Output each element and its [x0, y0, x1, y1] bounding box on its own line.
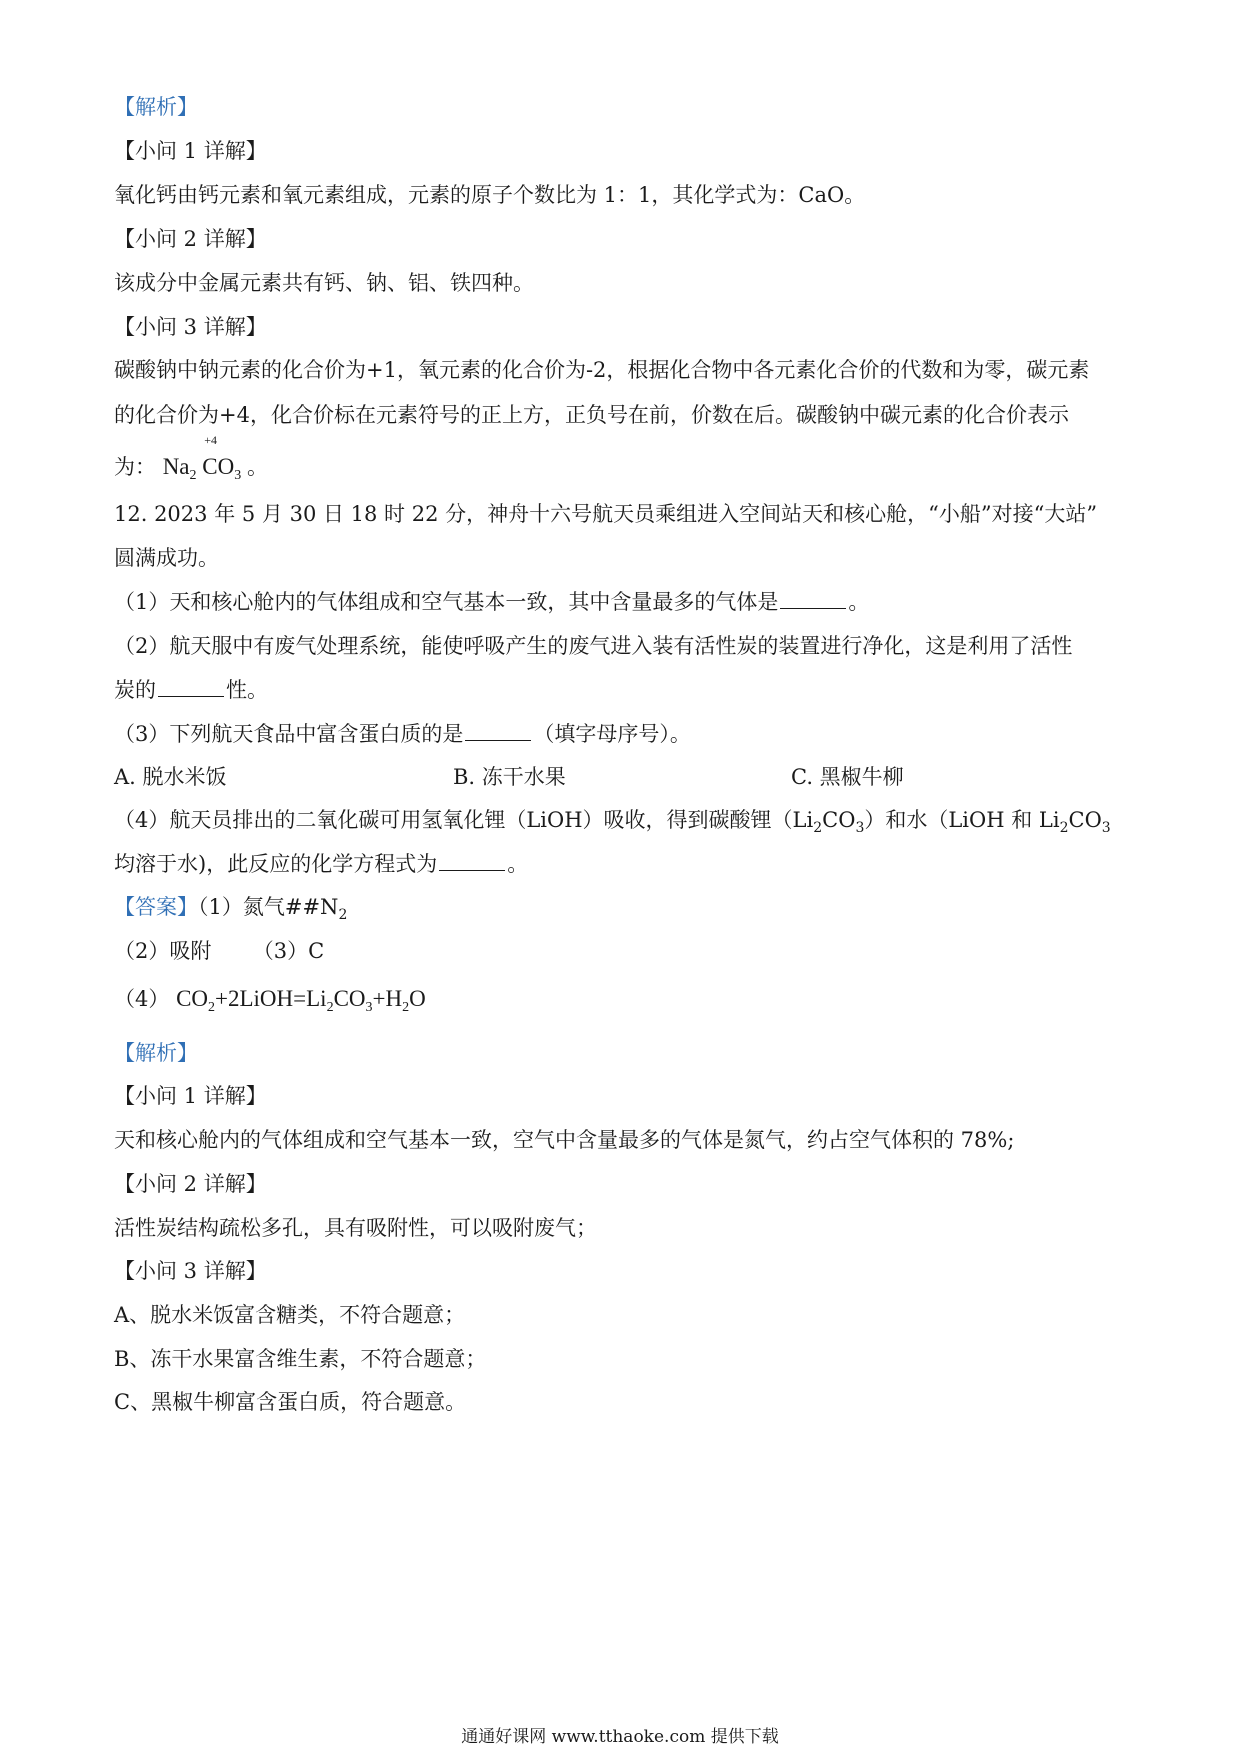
- answer-3: （3）C: [252, 939, 325, 963]
- part1-q3-line3: [114, 433, 1126, 491]
- part2-q3-head: 【小问 3 详解】: [114, 1259, 267, 1283]
- q12-sub4-sub1: 2: [813, 820, 823, 836]
- answer-2: （2）吸附: [114, 939, 212, 963]
- answer-1-sub: 2: [338, 907, 348, 923]
- eq-part: CO: [333, 986, 366, 1011]
- eq-part: +2LiOH=Li: [215, 986, 327, 1011]
- formula-na: Na: [162, 454, 190, 479]
- eq-part: +H: [372, 986, 403, 1011]
- q12-sub2-end: 性。: [226, 678, 268, 702]
- answer-line1: [114, 892, 1126, 930]
- answer-heading: 【答案】: [114, 895, 198, 919]
- option-b: B. 冻干水果: [453, 765, 566, 789]
- part1-q2-text: 该成分中金属元素共有钙、钠、铝、铁四种。: [114, 271, 534, 295]
- answer-4-prefix: （4）: [114, 987, 170, 1011]
- eq-sub: 3: [365, 1000, 373, 1015]
- part1-q3-line3-prefix: 为：: [114, 455, 156, 479]
- formula-c-with-valence: [202, 433, 218, 482]
- page-footer: 通通好课网 www.tthaoke.com 提供下载: [461, 1727, 779, 1747]
- q12-sub4-line2-text: 均溶于水)，此反应的化学方程式为: [114, 852, 438, 876]
- formula-o-sub: 3: [234, 468, 242, 483]
- formula-o: O: [217, 454, 235, 479]
- part1-q3-line2: 的化合价为+4，化合价标在元素符号的正上方，正负号在前，价数在后。碳酸钠中碳元素的化合价表示: [114, 403, 1069, 427]
- answer-1: （1）氮气##N: [198, 895, 339, 919]
- part1-q2-head: 【小问 2 详解】: [114, 227, 267, 251]
- analysis-heading-2: 【解析】: [114, 1041, 198, 1065]
- q12-sub3-text: （3）下列航天食品中富含蛋白质的是: [114, 722, 464, 746]
- answer-line4: [114, 984, 1126, 1023]
- part2-q1-text: 天和核心舱内的气体组成和空气基本一致，空气中含量最多的气体是氮气，约占空气体积的 78%;: [114, 1128, 1015, 1152]
- option-a: A. 脱水米饭: [114, 765, 227, 789]
- q12-sub4-text-d: CO: [1068, 808, 1102, 832]
- q12-sub2-text: 炭的: [114, 678, 156, 702]
- q12-sub1-end: 。: [848, 590, 870, 614]
- answer-blank: [439, 852, 505, 871]
- answer-blank: [465, 722, 531, 741]
- part2-q1-head: 【小问 1 详解】: [114, 1084, 267, 1108]
- q12-sub3: [114, 719, 1126, 749]
- eq-sub: 2: [402, 1000, 410, 1015]
- part1-q1-text: 氧化钙由钙元素和氧元素组成，元素的原子个数比为 1：1，其化学式为：CaO。: [114, 183, 866, 207]
- q12-sub1: [114, 587, 1126, 617]
- part2-q2-head: 【小问 2 详解】: [114, 1172, 267, 1196]
- formula-c: C: [202, 454, 218, 479]
- eq-part: CO: [176, 986, 209, 1011]
- sodium-carbonate-formula: [162, 433, 247, 483]
- q12-sub4-line2: [114, 849, 1126, 879]
- q12-sub4-sub3: 2: [1059, 820, 1069, 836]
- q12-sub3-end: （填字母序号）。: [533, 722, 691, 746]
- eq-sub: 2: [208, 1000, 216, 1015]
- q12-sub4-line1: [114, 805, 1126, 843]
- lithium-equation: [176, 986, 426, 1015]
- part1-q3-head: 【小问 3 详解】: [114, 315, 267, 339]
- formula-c-valence: +4: [204, 433, 218, 447]
- q12-sub4-line2-end: 。: [507, 852, 529, 876]
- analysis-heading-1: 【解析】: [114, 95, 198, 119]
- q12-sub2-line1: （2）航天服中有废气处理系统，能使呼吸产生的废气进入装有活性炭的装置进行净化，这是利用了活性: [114, 634, 1073, 658]
- q12-sub1-text: （1）天和核心舱内的气体组成和空气基本一致，其中含量最多的气体是: [114, 590, 779, 614]
- q12-stem-line1: 12. 2023 年 5 月 30 日 18 时 22 分，神舟十六号航天员乘组进入空间站天和核心舱，“小船”对接“大站”: [114, 502, 1098, 526]
- part1-q3-line1: 碳酸钠中钠元素的化合价为+1，氧元素的化合价为-2，根据化合物中各元素化合价的代数和为零，碳元素: [114, 358, 1090, 382]
- answer-blank: [158, 678, 224, 697]
- part2-q3-b: B、冻干水果富含维生素，不符合题意；: [114, 1347, 487, 1371]
- formula-na-sub: 2: [189, 468, 197, 483]
- part2-q2-text: 活性炭结构疏松多孔，具有吸附性，可以吸附废气；: [114, 1216, 597, 1240]
- q12-sub4-sub2: 3: [855, 820, 865, 836]
- eq-part: O: [409, 986, 426, 1011]
- formula-end: 。: [246, 455, 268, 479]
- eq-sub: 2: [326, 1000, 334, 1015]
- q12-sub2-line2: [114, 675, 1126, 705]
- q12-sub4-sub4: 3: [1101, 820, 1111, 836]
- option-c: C. 黑椒牛柳: [791, 765, 904, 789]
- q12-stem-line2: 圆满成功。: [114, 546, 219, 570]
- q12-sub4-text-c: ）和水（LiOH 和 Li: [864, 808, 1060, 832]
- q12-sub4-text-a: （4）航天员排出的二氧化碳可用氢氧化锂（LiOH）吸收，得到碳酸锂（Li: [114, 808, 814, 832]
- part2-q3-a: A、脱水米饭富含糖类，不符合题意；: [114, 1303, 466, 1327]
- part1-q1-head: 【小问 1 详解】: [114, 139, 267, 163]
- part2-q3-c: C、黑椒牛柳富含蛋白质，符合题意。: [114, 1390, 467, 1414]
- q12-sub4-text-b: CO: [822, 808, 856, 832]
- answer-line2: [114, 936, 1126, 966]
- answer-blank: [780, 590, 846, 609]
